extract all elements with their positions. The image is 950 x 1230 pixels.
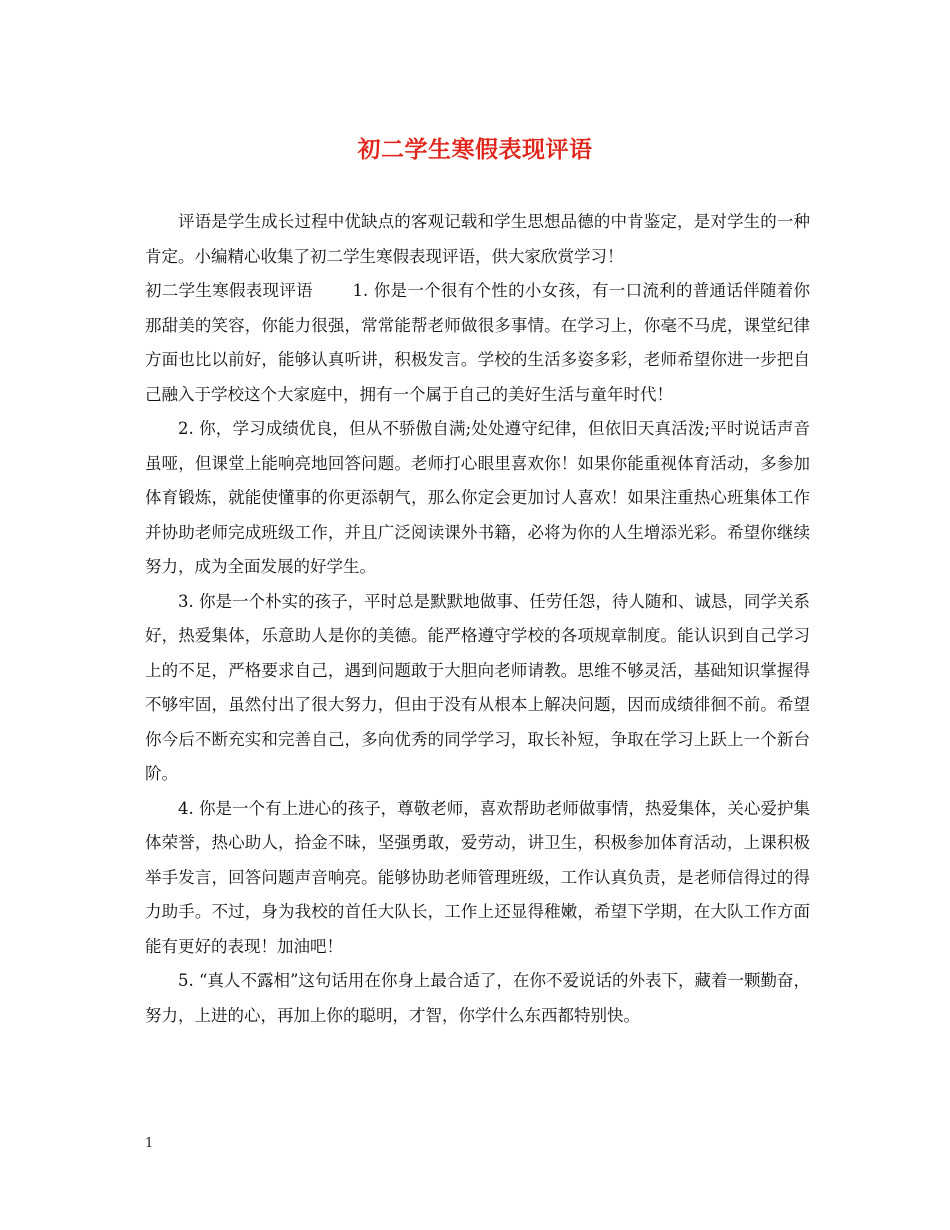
comment-paragraph-2: 2. 你，学习成绩优良，但从不骄傲自满;处处遵守纪律，但依旧天真活泼;平时说话声音虽哑，但课堂上能响亮地回答问题。老师打心眼里喜欢你！如果你能重视体育活动，多参加体育锻炼，就能使懂事的你更添朝气，那么你定会更加讨人喜欢！如果注重热心班集体工作并协助老师完成班级工作，并且广泛阅读课外书籍，必将为你的人生增添光彩。希望你继续努力，成为全面发展的好学生。 — [145, 419, 810, 576]
comment-1-text: 1. 你是一个很有个性的小女孩，有一口流利的普通话伴随着你那甜美的笑容，你能力很强，常常能帮老师做很多事情。在学习上，你毫不马虎，课堂纪律方面也比以前好，能够认真听讲，积极发言。学校的生活多姿多彩，老师希望你进一步把自己融入于学校这个大家庭中，拥有一个属于自己的美好生活与童年时代！ — [145, 281, 810, 404]
comment-paragraph-3: 3. 你是一个朴实的孩子，平时总是默默地做事、任劳任怨，待人随和、诚恳，同学关系好，热爱集体，乐意助人是你的美德。能严格遵守学校的各项规章制度。能认识到自己学习上的不足，严格要求自己，遇到问题敢于大胆向老师请教。思维不够灵活，基础知识掌握得不够牢固，虽然付出了很大努力，但由于没有从根本上解决问题，因而成绩徘徊不前。希望你今后不断充实和完善自己，多向优秀的同学学习，取长补短，争取在学习上跃上一个新台阶。 — [145, 591, 810, 783]
comment-paragraph-1 — [145, 274, 810, 412]
document-title: 初二学生寒假表现评语 — [357, 136, 593, 163]
intro-paragraph: 评语是学生成长过程中优缺点的客观记载和学生思想品德的中肯鉴定，是对学生的一种肯定。小编精心收集了初二学生寒假表现评语，供大家欣赏学习！ — [145, 212, 810, 266]
section-subheading: 初二学生寒假表现评语 — [145, 281, 313, 300]
page-number: 1 — [145, 1136, 154, 1151]
comment-paragraph-4: 4. 你是一个有上进心的孩子，尊敬老师，喜欢帮助老师做事情，热爱集体，关心爱护集体荣誉，热心助人，拾金不昧，坚强勇敢，爱劳动，讲卫生，积极参加体育活动，上课积极举手发言，回答问题声音响亮。能够协助老师管理班级，工作认真负责，是老师信得过的得力助手。不过，身为我校的首任大队长，工作上还显得稚嫩，希望下学期，在大队工作方面能有更好的表现！加油吧！ — [145, 798, 810, 956]
document-body — [145, 205, 810, 1033]
comment-paragraph-5: 5. “真人不露相”这句话用在你身上最合适了，在你不爱说话的外表下，藏着一颗勤奋，努力，上进的心，再加上你的聪明，才智，你学什么东西都特别快。 — [145, 971, 810, 1025]
